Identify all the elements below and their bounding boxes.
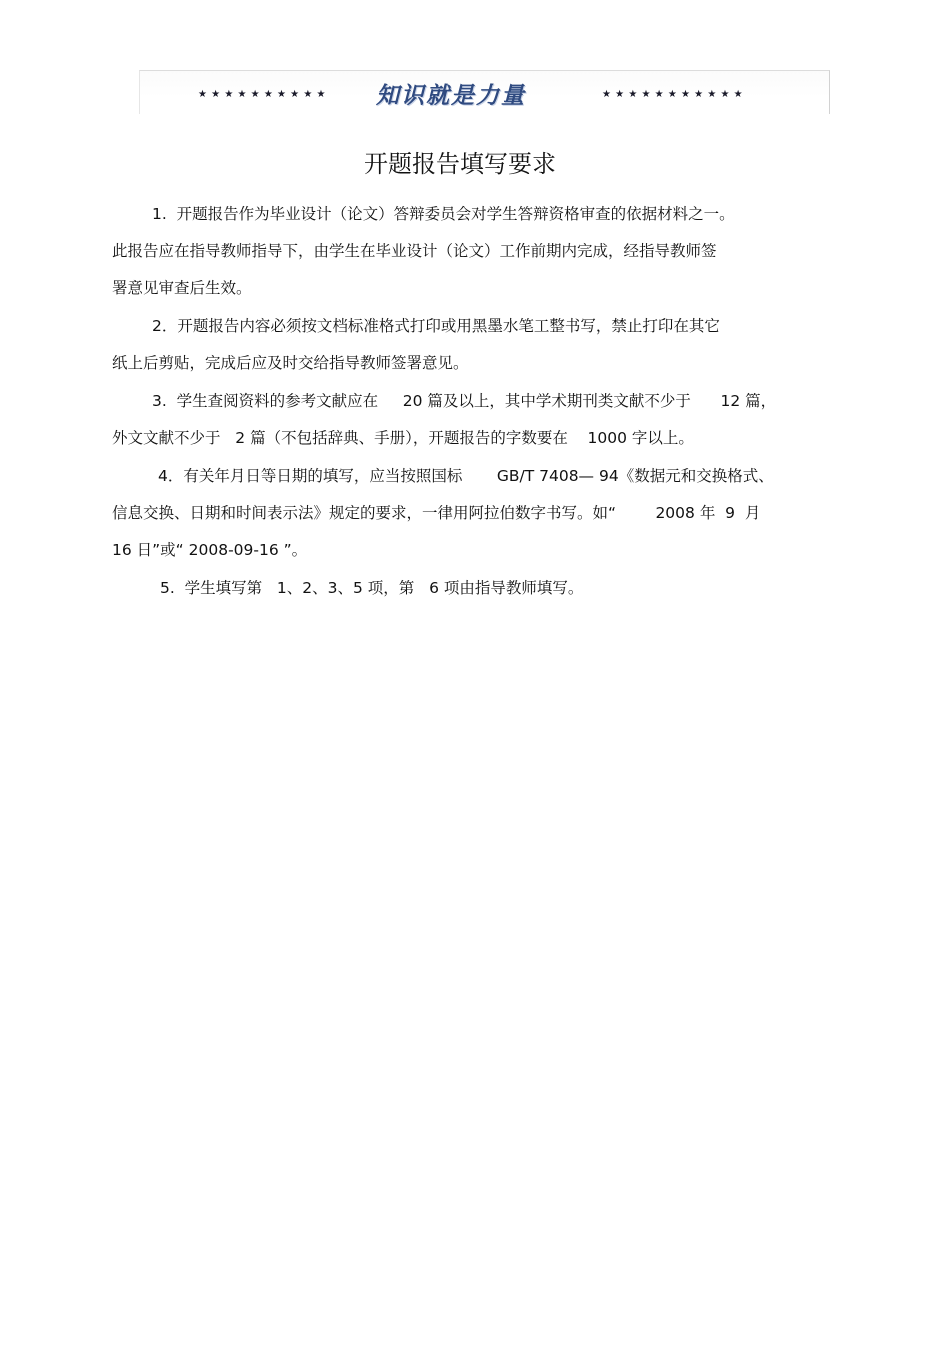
paragraph-1-line-3: 署意见审查后生效。 xyxy=(112,279,252,297)
paragraph-2-line-2: 纸上后剪贴，完成后应及时交给指导教师签署意见。 xyxy=(112,354,469,372)
paragraph-5-line-1: 5. 学生填写第 1、2、3、5 项，第 6 项由指导教师填写。 xyxy=(160,579,584,597)
paragraph-4-line-2: 信息交换、日期和时间表示法》规定的要求，一律用阿拉伯数字书写。如“ 2008 年 9 月 xyxy=(112,504,761,522)
paragraph-4-line-3: 16 日”或“ 2008-09-16 ”。 xyxy=(112,541,308,559)
banner-motto: 知识就是力量 xyxy=(376,82,526,109)
paragraph-3-line-1: 3. 学生查阅资料的参考文献应在 20 篇及以上，其中学术期刊类文献不少于 12 篇， xyxy=(152,392,777,410)
page-title: 开题报告填写要求 xyxy=(364,150,556,178)
banner-stars-left: ★★★★★★★★★★ xyxy=(198,89,330,100)
header-banner xyxy=(139,70,830,114)
paragraph-1-line-2: 此报告应在指导教师指导下，由学生在毕业设计（论文）工作前期内完成，经指导教师签 xyxy=(112,242,717,260)
paragraph-4-line-1: 4．有关年月日等日期的填写，应当按照国标 GB/T 7408— 94《数据元和交换格式、 xyxy=(158,467,774,485)
banner-stars-right: ★★★★★★★★★★★ xyxy=(602,89,747,100)
paragraph-3-line-2: 外文文献不少于 2 篇（不包括辞典、手册），开题报告的字数要在 1000 字以上。 xyxy=(112,429,694,447)
paragraph-1-line-1: 1. 开题报告作为毕业设计（论文）答辩委员会对学生答辩资格审查的依据材料之一。 xyxy=(152,205,735,223)
paragraph-2-line-1: 2．开题报告内容必须按文档标准格式打印或用黑墨水笔工整书写，禁止打印在其它 xyxy=(152,317,720,335)
